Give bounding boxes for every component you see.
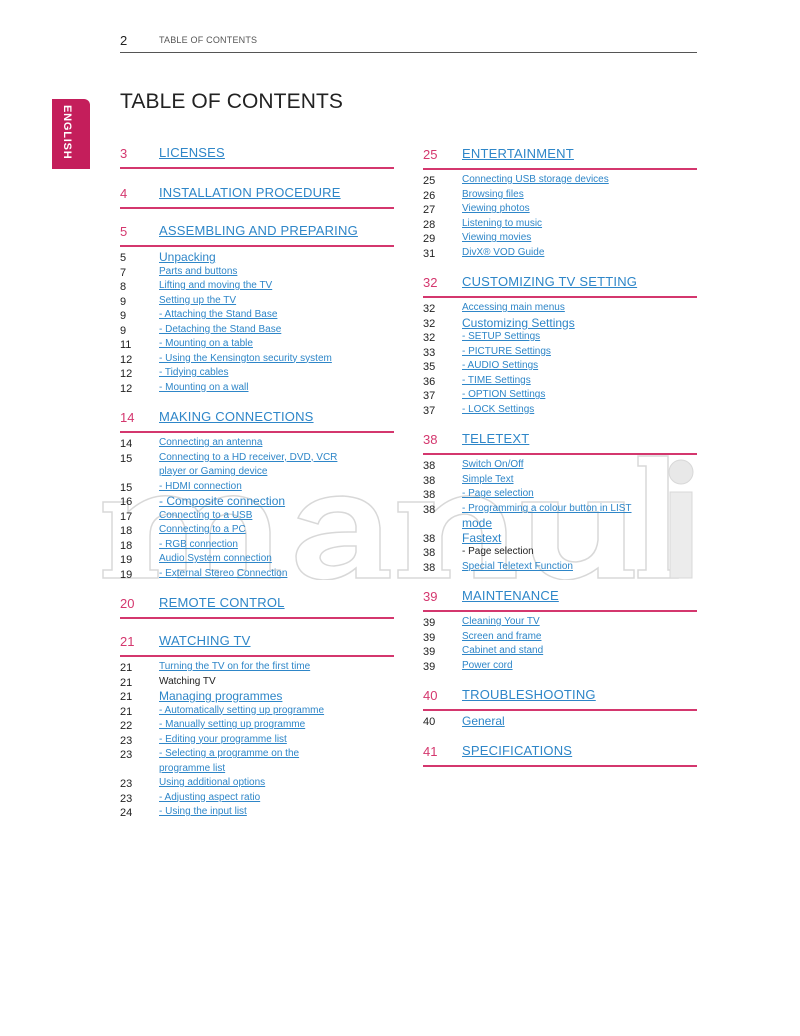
- entry-page-number: 38: [423, 547, 436, 559]
- entry-link[interactable]: Parts and buttons: [159, 265, 238, 277]
- entry-page-number: 32: [423, 317, 436, 330]
- entry-page-number: 32: [423, 303, 436, 315]
- entry-link[interactable]: Customizing Settings: [462, 315, 575, 330]
- entry-link[interactable]: Turning the TV on for the first time: [159, 661, 311, 672]
- entry-link[interactable]: Listening to music: [462, 217, 543, 229]
- entry-link[interactable]: - Manually setting up programme: [159, 719, 306, 730]
- entry-page-number: 19: [120, 554, 133, 566]
- section-link-troubleshooting[interactable]: TROUBLESHOOTING: [462, 687, 596, 702]
- toc-section-troubleshooting: [423, 685, 697, 729]
- section-page-number: 4: [120, 186, 128, 201]
- toc-section-maintenance: [423, 586, 697, 673]
- entry-link[interactable]: - Mounting on a wall: [159, 381, 249, 393]
- entry-link[interactable]: - PICTURE Settings: [462, 345, 551, 357]
- entry-page-number: 38: [423, 532, 436, 545]
- section-page-number: 21: [120, 634, 135, 649]
- entry-page-number: 38: [423, 474, 436, 487]
- toc-entry: [423, 714, 697, 729]
- entry-link[interactable]: Simple Text: [462, 473, 514, 485]
- entry-link[interactable]: Audio System connection: [159, 553, 272, 564]
- section-heading[interactable]: [120, 183, 394, 209]
- toc-entry: [120, 323, 394, 338]
- toc-entry: [423, 403, 697, 418]
- entry-page-number: 29: [423, 233, 436, 245]
- section-link-licenses[interactable]: LICENSES: [159, 145, 225, 160]
- toc-entry: [120, 660, 394, 675]
- entry-link[interactable]: - Attaching the Stand Base: [159, 309, 278, 320]
- entry-link[interactable]: Switch On/Off: [462, 459, 524, 470]
- toc-entry: [423, 502, 697, 517]
- toc-entry: [423, 388, 697, 403]
- entry-link[interactable]: Accessing main menus: [462, 302, 565, 313]
- toc-section-specifications: [423, 741, 697, 767]
- entry-link[interactable]: - Tidying cables: [159, 367, 229, 378]
- entry-page-number: 28: [423, 218, 436, 231]
- section-page-number: 41: [423, 743, 438, 759]
- entry-page-number: 8: [120, 281, 127, 293]
- toc-entry: [120, 465, 394, 480]
- entry-link[interactable]: - Adjusting aspect ratio: [159, 791, 261, 803]
- toc-entry: [120, 480, 394, 495]
- toc-entry: [423, 330, 697, 345]
- section-page-number: 38: [423, 432, 438, 447]
- toc-entry: [423, 473, 697, 488]
- toc-entry: [120, 308, 394, 323]
- toc-entry: [120, 381, 394, 396]
- toc-entry: [120, 538, 394, 553]
- entry-page-number: 37: [423, 390, 436, 402]
- entry-page-number: 26: [423, 189, 436, 202]
- toc-entry: [120, 776, 394, 791]
- entry-link[interactable]: - Selecting a programme on the: [159, 748, 300, 759]
- entry-link[interactable]: Using additional options: [159, 777, 266, 788]
- entry-link[interactable]: General: [462, 714, 505, 728]
- entry-link[interactable]: - Mounting on a table: [159, 338, 253, 349]
- section-heading[interactable]: [423, 429, 697, 455]
- entry-link[interactable]: Fastext: [462, 530, 502, 545]
- toc-entry: [120, 567, 394, 582]
- toc-entry: [120, 552, 394, 567]
- entry-page-number: 9: [120, 324, 127, 337]
- entry-link[interactable]: - Composite connection: [159, 494, 286, 508]
- entry-link[interactable]: Cleaning Your TV: [462, 616, 540, 627]
- section-link-specifications[interactable]: SPECIFICATIONS: [462, 742, 573, 758]
- section-page-number: 40: [423, 688, 438, 703]
- toc-entry: [423, 545, 697, 560]
- entry-link[interactable]: Connecting USB storage devices: [462, 174, 609, 185]
- entry-page-number: 39: [423, 660, 436, 673]
- entry-page-number: 40: [423, 716, 436, 728]
- toc-entry: [120, 494, 394, 509]
- entry-link[interactable]: Connecting an antenna: [159, 437, 263, 448]
- section-heading[interactable]: [423, 586, 697, 612]
- entry-page-number: 32: [423, 332, 436, 344]
- entry-page-number: 21: [120, 662, 133, 674]
- entry-page-number: 38: [423, 460, 436, 472]
- entry-page-number: 39: [423, 617, 436, 629]
- section-heading[interactable]: [120, 593, 394, 619]
- entry-link[interactable]: - SETUP Settings: [462, 331, 541, 342]
- entry-page-number: 39: [423, 631, 436, 644]
- entry-link[interactable]: - HDMI connection: [159, 480, 242, 492]
- section-page-number: 25: [423, 147, 438, 162]
- entry-page-number: 36: [423, 375, 436, 388]
- page-number: 2: [120, 33, 128, 48]
- section-page-number: 14: [120, 410, 135, 425]
- section-link-remote-control[interactable]: REMOTE CONTROL: [159, 595, 285, 610]
- toc-entry: [423, 516, 697, 531]
- toc-entry: [423, 217, 697, 232]
- entry-link[interactable]: Connecting to a USB: [159, 509, 253, 521]
- entry-link[interactable]: - Automatically setting up programme: [159, 704, 325, 716]
- entry-link[interactable]: Viewing movies: [462, 232, 532, 243]
- section-link-installation-procedure[interactable]: INSTALLATION PROCEDURE: [159, 185, 341, 200]
- toc-section-remote-control: [120, 593, 394, 619]
- entry-link[interactable]: Browsing files: [462, 188, 524, 200]
- entry-link[interactable]: - TIME Settings: [462, 374, 531, 386]
- entry-link[interactable]: Connecting to a HD receiver, DVD, VCR: [159, 451, 338, 463]
- section-link-watching-tv[interactable]: WATCHING TV: [159, 633, 251, 648]
- toc-entry: [120, 279, 394, 294]
- toc-entry: [120, 250, 394, 265]
- entry-page-number: 18: [120, 539, 133, 552]
- toc-entry: [120, 337, 394, 352]
- toc-entry: [120, 718, 394, 733]
- toc-entry: [423, 359, 697, 374]
- entry-page-number: 23: [120, 792, 133, 805]
- entry-page-number: 27: [423, 204, 436, 216]
- entry-link[interactable]: - AUDIO Settings: [462, 360, 539, 371]
- toc-entry: [120, 509, 394, 524]
- entry-link[interactable]: Unpacking: [159, 250, 216, 264]
- section-page-number: 32: [423, 275, 438, 290]
- entry-page-number: 22: [120, 720, 133, 732]
- section-link-assembling-and-preparing[interactable]: ASSEMBLING AND PREPARING: [159, 223, 358, 238]
- entry-link[interactable]: DivX® VOD Guide: [462, 246, 545, 258]
- entry-link[interactable]: player or Gaming device: [159, 466, 268, 477]
- toc-entry: [120, 265, 394, 280]
- toc-entry: [120, 762, 394, 777]
- entry-page-number: 25: [423, 175, 436, 187]
- entry-page-number: 15: [120, 481, 133, 494]
- page-title: TABLE OF CONTENTS: [120, 90, 343, 113]
- toc-entry: [120, 791, 394, 806]
- section-page-number: 20: [120, 596, 135, 611]
- section-link-making-connections[interactable]: MAKING CONNECTIONS: [159, 409, 314, 424]
- entry-link[interactable]: Connecting to a PC: [159, 524, 246, 535]
- section-heading[interactable]: [120, 221, 394, 247]
- entry-page-number: 21: [120, 691, 133, 703]
- entry-page-number: 9: [120, 295, 127, 308]
- entry-link[interactable]: - RGB connection: [159, 538, 238, 550]
- entry-page-number: 31: [423, 247, 436, 260]
- language-tab: [52, 99, 90, 169]
- toc-entry: [120, 733, 394, 748]
- entry-page-number: 21: [120, 705, 133, 718]
- section-link-customizing-tv-setting[interactable]: CUSTOMIZING TV SETTING: [462, 274, 638, 289]
- toc-left-column: [120, 143, 394, 820]
- toc-entry: [423, 231, 697, 246]
- entry-link[interactable]: Cabinet and stand: [462, 645, 544, 656]
- entry-link[interactable]: - Editing your programme list: [159, 733, 287, 745]
- entry-page-number: 37: [423, 404, 436, 417]
- toc-entry: [423, 188, 697, 203]
- toc-entry: [423, 202, 697, 217]
- toc-entry: [423, 246, 697, 261]
- language-tab-label: ENGLISH: [61, 105, 73, 160]
- entry-link[interactable]: Viewing photos: [462, 203, 530, 214]
- entry-text: - Page selection: [462, 546, 534, 557]
- entry-link[interactable]: - Programming a colour button in LIST: [462, 502, 632, 514]
- entry-page-number: 7: [120, 266, 127, 279]
- entry-text: Watching TV: [159, 675, 216, 687]
- entry-page-number: 17: [120, 510, 133, 523]
- toc-entry: [120, 523, 394, 538]
- entry-page-number: 12: [120, 353, 133, 366]
- entry-page-number: 19: [120, 568, 133, 581]
- section-heading[interactable]: [423, 741, 697, 767]
- entry-page-number: 33: [423, 346, 436, 359]
- entry-link[interactable]: - External Stereo Connection: [159, 567, 288, 579]
- entry-page-number: 38: [423, 489, 436, 501]
- entry-link[interactable]: mode: [462, 516, 493, 530]
- section-heading[interactable]: [423, 272, 697, 298]
- entry-link[interactable]: - OPTION Settings: [462, 389, 546, 400]
- entry-page-number: 23: [120, 734, 133, 747]
- entry-page-number: 39: [423, 646, 436, 658]
- toc-entry: [423, 316, 697, 331]
- toc-entry: [120, 747, 394, 762]
- toc-entry: [120, 675, 394, 690]
- toc-section-teletext: [423, 429, 697, 574]
- section-heading[interactable]: [423, 144, 697, 170]
- toc-entry: [120, 689, 394, 704]
- entry-page-number: 23: [120, 749, 133, 761]
- entry-link[interactable]: - LOCK Settings: [462, 403, 535, 415]
- section-link-teletext[interactable]: TELETEXT: [462, 431, 530, 446]
- entry-page-number: 5: [120, 252, 127, 264]
- toc-entry: [120, 704, 394, 719]
- section-heading[interactable]: [120, 407, 394, 433]
- section-heading[interactable]: [120, 143, 394, 169]
- entry-link[interactable]: - Page selection: [462, 488, 534, 499]
- entry-page-number: 12: [120, 368, 133, 380]
- toc-entry: [423, 374, 697, 389]
- toc-section-assembling: [120, 221, 394, 395]
- section-heading[interactable]: [423, 685, 697, 711]
- toc-section-making-connections: [120, 407, 394, 581]
- section-link-entertainment[interactable]: ENTERTAINMENT: [462, 146, 574, 161]
- running-title: TABLE OF CONTENTS: [159, 35, 258, 45]
- toc-entry: [423, 560, 697, 575]
- entry-link[interactable]: - Using the Kensington security system: [159, 352, 332, 364]
- toc-section-customizing: [423, 272, 697, 417]
- entry-page-number: 16: [120, 496, 133, 508]
- toc-entry: [423, 659, 697, 674]
- toc-section-entertainment: [423, 144, 697, 260]
- toc-entry: [120, 352, 394, 367]
- entry-link[interactable]: Screen and frame: [462, 630, 542, 642]
- entry-page-number: 11: [120, 339, 132, 351]
- toc-entry: [423, 531, 697, 546]
- toc-entry: [120, 805, 394, 820]
- toc-entry: [120, 294, 394, 309]
- toc-entry: [423, 487, 697, 502]
- page-header: [120, 32, 697, 53]
- entry-link[interactable]: Special Teletext Function: [462, 560, 573, 572]
- toc-entry: [120, 366, 394, 381]
- entry-page-number: 38: [423, 503, 436, 516]
- entry-page-number: 23: [120, 778, 133, 790]
- entry-page-number: 12: [120, 382, 133, 395]
- entry-page-number: 14: [120, 438, 133, 450]
- toc-entry: [423, 458, 697, 473]
- entry-page-number: 35: [423, 361, 436, 373]
- toc-section-watching-tv: [120, 631, 394, 820]
- toc-entry: [423, 630, 697, 645]
- entry-page-number: 15: [120, 452, 133, 465]
- toc-entry: [423, 301, 697, 316]
- toc-entry: [423, 644, 697, 659]
- toc-entry: [120, 451, 394, 466]
- entry-page-number: 24: [120, 807, 133, 819]
- entry-link[interactable]: Setting up the TV: [159, 294, 237, 306]
- entry-page-number: 38: [423, 561, 436, 574]
- entry-link[interactable]: Lifting and moving the TV: [159, 280, 273, 291]
- entry-link[interactable]: programme list: [159, 762, 226, 774]
- toc-entry: [423, 345, 697, 360]
- section-link-maintenance[interactable]: MAINTENANCE: [462, 588, 559, 603]
- entry-link[interactable]: Power cord: [462, 659, 513, 671]
- section-page-number: 3: [120, 146, 128, 161]
- entry-page-number: 9: [120, 310, 127, 322]
- toc-section-installation: [120, 183, 394, 209]
- toc-section-licenses: [120, 143, 394, 169]
- entry-link[interactable]: - Using the input list: [159, 806, 247, 817]
- section-page-number: 39: [423, 589, 438, 604]
- entry-link[interactable]: Managing programmes: [159, 689, 283, 703]
- toc-entry: [120, 436, 394, 451]
- toc-right-column: [423, 144, 697, 767]
- section-page-number: 5: [120, 224, 128, 239]
- toc-entry: [423, 615, 697, 630]
- toc-entry: [423, 173, 697, 188]
- entry-page-number: 21: [120, 676, 133, 689]
- entry-page-number: 18: [120, 525, 133, 537]
- section-heading[interactable]: [120, 631, 394, 657]
- entry-link[interactable]: - Detaching the Stand Base: [159, 323, 282, 335]
